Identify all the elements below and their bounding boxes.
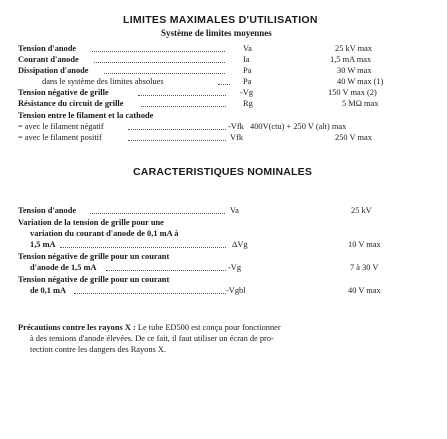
table-row	[0, 251, 447, 262]
limit-symbol: -Vg	[240, 88, 254, 97]
table-row	[0, 121, 447, 132]
nominal-value: 25 kV	[351, 206, 372, 215]
precautions-paragraph	[18, 322, 438, 355]
limit-symbol: Pa	[243, 77, 252, 86]
table-row	[0, 87, 447, 98]
precautions-text: tection contre les dangers des Rayons X.	[30, 345, 167, 354]
leader-dots	[128, 129, 226, 130]
limit-value: 40 W max (1)	[337, 77, 384, 86]
limit-label: Dissipation d'anode	[18, 66, 89, 75]
nominal-symbol: -Vgbl	[226, 286, 246, 295]
leader-dots	[141, 106, 226, 107]
nominal-label: Variation de la tension de grille pour une	[18, 218, 164, 227]
leader-dots	[128, 140, 226, 141]
limit-value: 1,5 mA max	[330, 55, 372, 64]
leader-dots	[104, 73, 225, 74]
limit-value: 150 V max (2)	[328, 88, 377, 97]
leader-dots	[218, 84, 230, 85]
table-row	[0, 217, 447, 228]
precautions-text: à des tensions d'anode élevées. De ce fait, il faut utiliser un écran de pro-	[30, 334, 274, 343]
leader-dots	[138, 95, 226, 96]
limit-label: Résistance du circuit de grille	[18, 99, 124, 108]
limit-value: 30 W max	[337, 66, 372, 75]
table-row	[0, 239, 447, 250]
precautions-text: Le tube ED500 est conçu pour fonctionner	[137, 323, 281, 332]
nominal-label: d'anode de 1,5 mA	[30, 263, 97, 272]
table-row	[0, 228, 447, 239]
filament-symbol: -Vfk	[228, 122, 244, 131]
nominal-symbol: Va	[230, 206, 239, 215]
filament-label: = avec le filament négatif	[18, 122, 104, 131]
page-title: LIMITES MAXIMALES D'UTILISATION	[123, 14, 318, 26]
leader-dots	[94, 62, 225, 63]
nominal-value: 10 V max	[348, 240, 381, 249]
filament-heading-row	[0, 110, 447, 121]
nominal-symbol: -Vg	[228, 263, 242, 272]
limit-label: Tension négative de grille	[18, 88, 109, 97]
limit-label: Courant d'anode	[18, 55, 79, 64]
table-row	[0, 43, 447, 54]
table-row	[0, 76, 447, 87]
nominal-label: 1,5 mA	[30, 240, 56, 249]
table-row	[0, 132, 447, 143]
table-row	[0, 98, 447, 109]
precautions-lead: Précautions contre les rayons X :	[18, 323, 136, 332]
section-title: CARACTERISTIQUES NOMINALES	[133, 166, 313, 178]
limit-value: 5 MΩ max	[342, 99, 379, 108]
filament-value: 250 V max	[335, 133, 372, 142]
limit-value: 25 kV max	[335, 44, 373, 53]
limit-symbol: Rg	[243, 99, 253, 108]
limit-symbol: Pa	[243, 66, 252, 75]
nominal-label: variation du courant d'anode de 0,1 mA à	[30, 229, 179, 238]
table-row	[0, 285, 447, 296]
nominal-value: 7 à 30 V	[350, 263, 379, 272]
precautions-line	[18, 333, 438, 344]
limit-symbol: Va	[243, 44, 252, 53]
filament-label: = avec le filament positif	[18, 133, 102, 142]
table-row	[0, 65, 447, 76]
table-row	[0, 262, 447, 273]
leader-dots	[60, 247, 226, 248]
precautions-line	[18, 322, 438, 333]
leader-dots	[74, 293, 226, 294]
filament-value: 400V(ctu) + 250 V (alt) max	[250, 122, 347, 131]
nominal-value: 40 V max	[348, 286, 381, 295]
nominal-label: Tension d'anode	[18, 206, 77, 215]
leader-dots	[90, 213, 225, 214]
precautions-line	[18, 344, 438, 355]
nominal-label: Tension négative de grille pour un courant	[18, 275, 170, 284]
filament-heading: Tension entre le filament et la cathode	[18, 111, 154, 120]
nominal-label: Tension négative de grille pour un courant	[18, 252, 170, 261]
table-row	[0, 54, 447, 65]
table-row	[0, 205, 447, 216]
leader-dots	[106, 270, 226, 271]
limit-label: dans le système des limites absolues	[42, 77, 164, 86]
limit-label: Tension d'anode	[18, 44, 77, 53]
page-subtitle: Système de limites moyennes	[161, 28, 272, 38]
limit-symbol: Ia	[243, 55, 250, 64]
table-row	[0, 274, 447, 285]
nominal-symbol: ΔVg	[232, 240, 248, 249]
filament-symbol: Vfk	[230, 133, 244, 142]
nominal-label: de 0,1 mA	[30, 286, 67, 295]
leader-dots	[92, 51, 225, 52]
